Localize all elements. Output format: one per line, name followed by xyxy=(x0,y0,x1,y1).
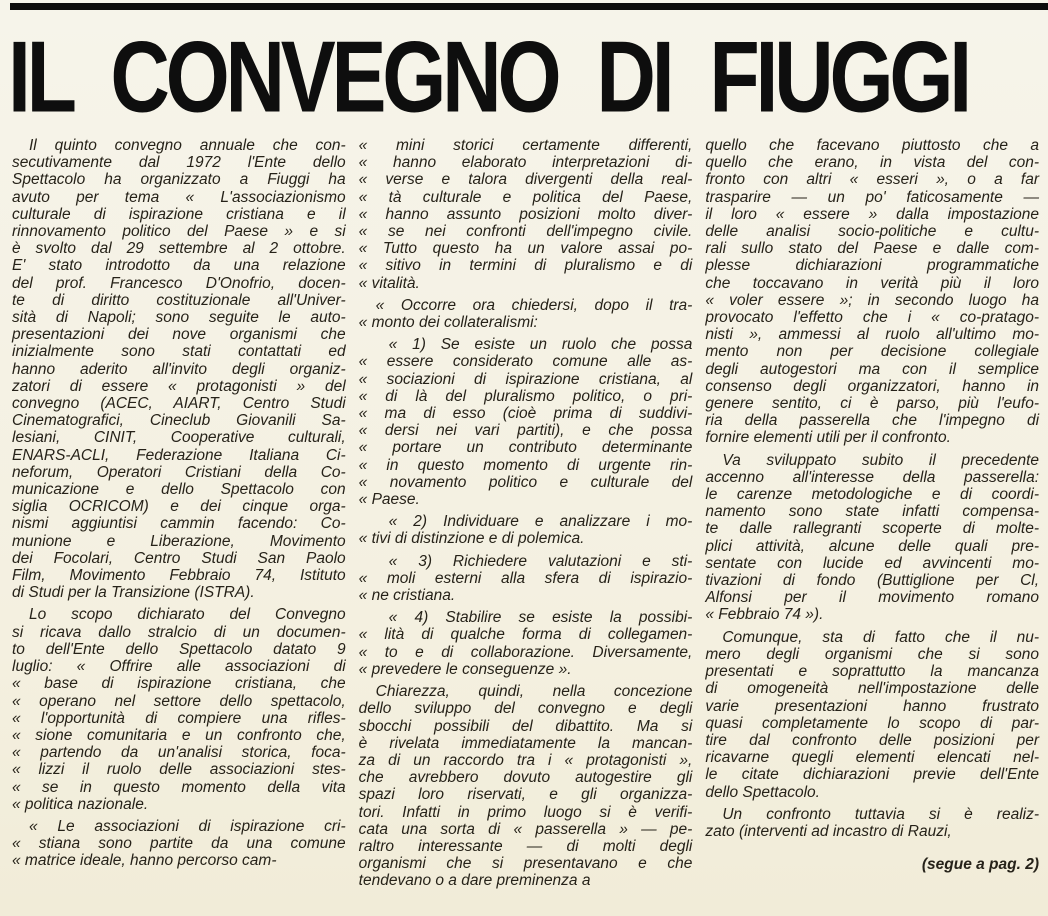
text-line: « mini storici certamente differenti, xyxy=(358,137,693,154)
paragraph xyxy=(359,513,693,547)
text-line: « l'opportunità di compiere una rifles- xyxy=(12,709,346,727)
text-line: ria della passerella che l'impegno di xyxy=(705,412,1040,430)
text-line: è rivelata immediatamente la mancan- xyxy=(358,734,693,752)
text-line: presentati e soprattutto la mancanza xyxy=(705,663,1040,681)
paragraph xyxy=(705,806,1039,840)
text-line: provocato l'effetto che i « co-pratago- xyxy=(705,309,1040,327)
text-line: delle analisi socio-politiche e cultu- xyxy=(705,223,1040,241)
text-line: le citate dichiarazioni previe dell'Ente xyxy=(705,766,1040,784)
text-line: « vitalità. xyxy=(358,274,420,292)
text-line: culturale di ispirazione cristiana e il xyxy=(12,205,346,223)
text-line: Lo scopo dichiarato del Convegno xyxy=(29,606,346,624)
text-line: E' stato introdotto da una relazione xyxy=(12,257,346,275)
text-line: nismi aggiuntisi cammin facendo: Co- xyxy=(12,515,346,533)
text-line: « operano nel settore dello spettacolo, xyxy=(12,692,346,710)
text-line: « lizzi il ruolo delle associazioni stes- xyxy=(12,761,346,779)
text-line: Va sviluppato subito il precedente xyxy=(722,451,1040,469)
text-line: sbocchi possibili del dibattito. Ma si xyxy=(358,717,693,735)
text-line: trasparire — un po' faticosamente — xyxy=(705,188,1040,206)
text-line: ENARS-ACLI, Federazione Italiana Ci- xyxy=(12,446,346,464)
text-line: « Occorre ora chiedersi, dopo il tra- xyxy=(375,296,693,314)
continuation-note xyxy=(705,856,1039,873)
text-line: « 4) Stabilire se esiste la possibi- xyxy=(388,609,693,627)
text-line: « se nei confronti dell'impegno civile. xyxy=(358,223,693,241)
article-body xyxy=(12,137,1039,890)
text-line: « politica nazionale. xyxy=(12,795,149,813)
article-column-2 xyxy=(359,137,693,890)
paragraph xyxy=(12,137,346,601)
text-line: è svolto dal 29 settembre al 2 ottobre. xyxy=(12,240,346,258)
text-line: lesiani, CINIT, Cooperative culturali, xyxy=(12,429,346,447)
text-line: secutivamente dal 1972 l'Ente dello xyxy=(12,154,346,172)
paragraph xyxy=(12,606,346,812)
text-line: te dalle rallegranti scoperte di molte- xyxy=(705,520,1040,538)
text-line: « matrice ideale, hanno percorso cam- xyxy=(12,852,277,870)
text-line: tori. Infatti in primo luogo si è verifi- xyxy=(358,803,693,821)
paragraph xyxy=(359,553,693,605)
text-line: « base di ispirazione cristiana, che xyxy=(12,675,346,693)
text-line: « ma di esso (cioè prima di suddivi- xyxy=(358,405,693,423)
text-line: di Studi per la Transizione (ISTRA). xyxy=(12,584,255,602)
text-line: avuto per tema « L'associazionismo xyxy=(12,188,346,206)
text-line: genere sentito, ci è parso, più l'eufo- xyxy=(705,395,1040,413)
text-line: dello sviluppo del convegno e degli xyxy=(358,700,693,718)
text-line: rinnovamento politico del Paese » e si xyxy=(12,223,346,241)
text-line: plesse dichiarazioni programmatiche xyxy=(705,257,1040,275)
text-line: raltro interessante — di molti degli xyxy=(358,837,693,855)
text-line: « Le associazioni di ispirazione cri- xyxy=(29,817,346,835)
paragraph xyxy=(359,336,693,508)
text-line: « essere considerato comune alle as- xyxy=(358,353,693,371)
text-line: organismi che si presentavano e che xyxy=(358,855,693,873)
text-line: to dell'Ente dello Spettacolo datato 9 xyxy=(12,640,346,658)
text-line: (segue a pag. 2) xyxy=(921,856,1040,874)
text-line: « monto dei collateralismi: xyxy=(358,314,538,332)
text-line: « stiana sono partite da una comune xyxy=(12,835,346,853)
text-line: « se in questo momento della vita xyxy=(12,778,346,796)
text-line: che toccavano in verità più il loro xyxy=(705,274,1040,292)
top-rule xyxy=(10,3,1048,10)
text-line: convegno (ACEC, AIART, Centro Studi xyxy=(12,395,346,413)
text-line: nisti », ammessi al ruolo all'ultimo mo- xyxy=(705,326,1040,344)
text-line: sità di Napoli; sono seguite le auto- xyxy=(12,309,346,327)
text-line: spazi loro riservati, e gli organizza- xyxy=(358,786,693,804)
text-line: tivazioni di fondo (Buttiglione per Cl, xyxy=(705,572,1040,590)
text-line: quello che erano, in vista del con- xyxy=(705,154,1040,172)
text-line: municazione e dello Spettacolo con xyxy=(12,481,346,499)
paragraph xyxy=(12,818,346,870)
text-line: del prof. Francesco D'Onofrio, docen- xyxy=(12,274,346,292)
text-line: luglio: « Offrire alle associazioni di xyxy=(12,658,346,676)
text-line: inizialmente sono stati contattati ed xyxy=(12,343,346,361)
paragraph xyxy=(705,629,1039,801)
text-line: « Paese. xyxy=(358,491,420,509)
paragraph xyxy=(705,137,1039,447)
text-line: « 2) Individuare e analizzare i mo- xyxy=(388,513,693,531)
text-line: presentazioni dei nove organismi che xyxy=(12,326,346,344)
text-line: le carenze metodologiche e di coordi- xyxy=(705,486,1040,504)
text-line: tendevano o a dare preminenza a xyxy=(358,872,591,890)
text-line: il loro « essere » dalla impostazione xyxy=(705,205,1040,223)
text-line: quasi completamente lo scopo di par- xyxy=(705,714,1040,732)
text-line: namento sono state infatti compensa- xyxy=(705,503,1040,521)
text-line: fornire elementi utili per il confronto. xyxy=(705,429,951,447)
text-line: Comunque, sta di fatto che il nu- xyxy=(722,628,1040,646)
text-line: « ne cristiana. xyxy=(358,587,456,605)
text-line: « Febbraio 74 »). xyxy=(705,606,824,624)
text-line: « partendo da un'analisi storica, foca- xyxy=(12,744,346,762)
text-line: « 3) Richiedere valutazioni e sti- xyxy=(388,552,693,570)
text-line: « Tutto questo ha un valore assai po- xyxy=(358,240,693,258)
article-title: IL CONVEGNO DI FIUGGI xyxy=(8,19,968,134)
text-line: « tà culturale e politica del Paese, xyxy=(358,188,693,206)
text-line: hanno aderito all'invito degli organiz- xyxy=(12,360,346,378)
text-line: che avrebbero dovuto autogestire gli xyxy=(358,769,693,787)
text-line: « portare un contributo determinante xyxy=(358,439,693,457)
article-column-1 xyxy=(12,137,346,890)
text-line: sentate con lucide ed avvincenti mo- xyxy=(705,554,1040,572)
text-line: « sociazioni di ispirazione cristiana, al xyxy=(358,370,693,388)
text-line: mero degli organismi che si sono xyxy=(705,645,1040,663)
text-line: « hanno elaborato interpretazioni di- xyxy=(358,154,693,172)
text-line: si ricava dallo stralcio di un documen- xyxy=(12,623,346,641)
text-line: consenso degli organizzatori, hanno in xyxy=(705,377,1040,395)
text-line: accenno all'interesse della passerella: xyxy=(705,468,1040,486)
paragraph xyxy=(359,137,693,292)
text-line: tire dal confronto delle posizioni per xyxy=(705,731,1040,749)
text-line: Spettacolo ha organizzato a Fiuggi ha xyxy=(12,171,346,189)
text-line: degli autogestori ma con il semplice xyxy=(705,360,1040,378)
text-line: dello Spettacolo. xyxy=(705,783,820,801)
text-line: za di un raccordo tra i « protagonisti », xyxy=(358,751,693,769)
text-line: « verse e talora divergenti della real- xyxy=(358,171,693,189)
text-line: « dersi nei vari partiti), e che possa xyxy=(358,422,693,440)
text-line: zato (interventi ad incastro di Rauzi, xyxy=(705,822,952,840)
text-line: « prevedere le conseguenze ». xyxy=(358,660,572,678)
text-line: siglia OCRICOM) e dei cinque orga- xyxy=(12,498,346,516)
text-line: Alfonsi per il movimento romano xyxy=(705,589,1040,607)
paragraph xyxy=(359,683,693,889)
text-line: dei Focolari, Centro Studi San Paolo xyxy=(12,549,346,567)
text-line: varie presentazioni hanno frustrato xyxy=(705,697,1040,715)
text-line: « novamento politico e culturale del xyxy=(358,473,693,491)
paragraph xyxy=(705,452,1039,624)
text-line: neforum, Operatori Cristiani della Co- xyxy=(12,463,346,481)
text-line: rali sullo stato del Paese e dalle com- xyxy=(705,240,1040,258)
text-line: di omogeneità nell'impostazione delle xyxy=(705,680,1040,698)
text-line: « to e di collaborazione. Diversamente, xyxy=(358,643,693,661)
paragraph xyxy=(359,297,693,331)
text-line: plici attività, alcune delle quali pre- xyxy=(705,537,1040,555)
text-line: « tivi di distinzione e di polemica. xyxy=(358,530,585,548)
text-line: « 1) Se esiste un ruolo che possa xyxy=(388,336,693,354)
text-line: « voler essere »; in secondo luogo ha xyxy=(705,291,1040,309)
text-line: « lità di qualche forma di collegamen- xyxy=(358,626,693,644)
paragraph xyxy=(359,609,693,678)
text-line: quello che facevano piuttosto che a xyxy=(705,137,1040,154)
text-line: te di diritto costituzionale all'Univer- xyxy=(12,291,346,309)
text-line: Un confronto tuttavia si è realiz- xyxy=(722,805,1040,823)
text-line: fronto con altri « esseri », o a far xyxy=(705,171,1040,189)
text-line: mento non per decisione collegiale xyxy=(705,343,1040,361)
article-title-wrap xyxy=(8,19,1048,134)
text-line: « di là del pluralismo politico, o pri- xyxy=(358,387,693,405)
text-line: Film, Movimento Febbraio 74, Istituto xyxy=(12,567,346,585)
text-line: « moli esterni alla sfera di ispirazio- xyxy=(358,569,693,587)
text-line: Chiarezza, quindi, nella concezione xyxy=(375,683,693,701)
text-line: munione e Liberazione, Movimento xyxy=(12,532,346,550)
text-line: zatori di essere « protagonisti » del xyxy=(12,377,346,395)
text-line: « hanno assunto posizioni molto diver- xyxy=(358,205,693,223)
text-line: « sione comunitaria e un confronto che, xyxy=(12,726,346,744)
text-line: cata una sorta di « passerella » — pe- xyxy=(358,820,693,838)
text-line: « in questo momento di urgente rin- xyxy=(358,456,693,474)
text-line: ricavarne quegli elementi elencati nel- xyxy=(705,749,1040,767)
text-line: Cinematografici, Cineclub Giovanili Sa- xyxy=(12,412,346,430)
article-column-3 xyxy=(705,137,1039,890)
text-line: « sitivo in termini di pluralismo e di xyxy=(358,257,693,275)
text-line: Il quinto convegno annuale che con- xyxy=(29,137,346,154)
